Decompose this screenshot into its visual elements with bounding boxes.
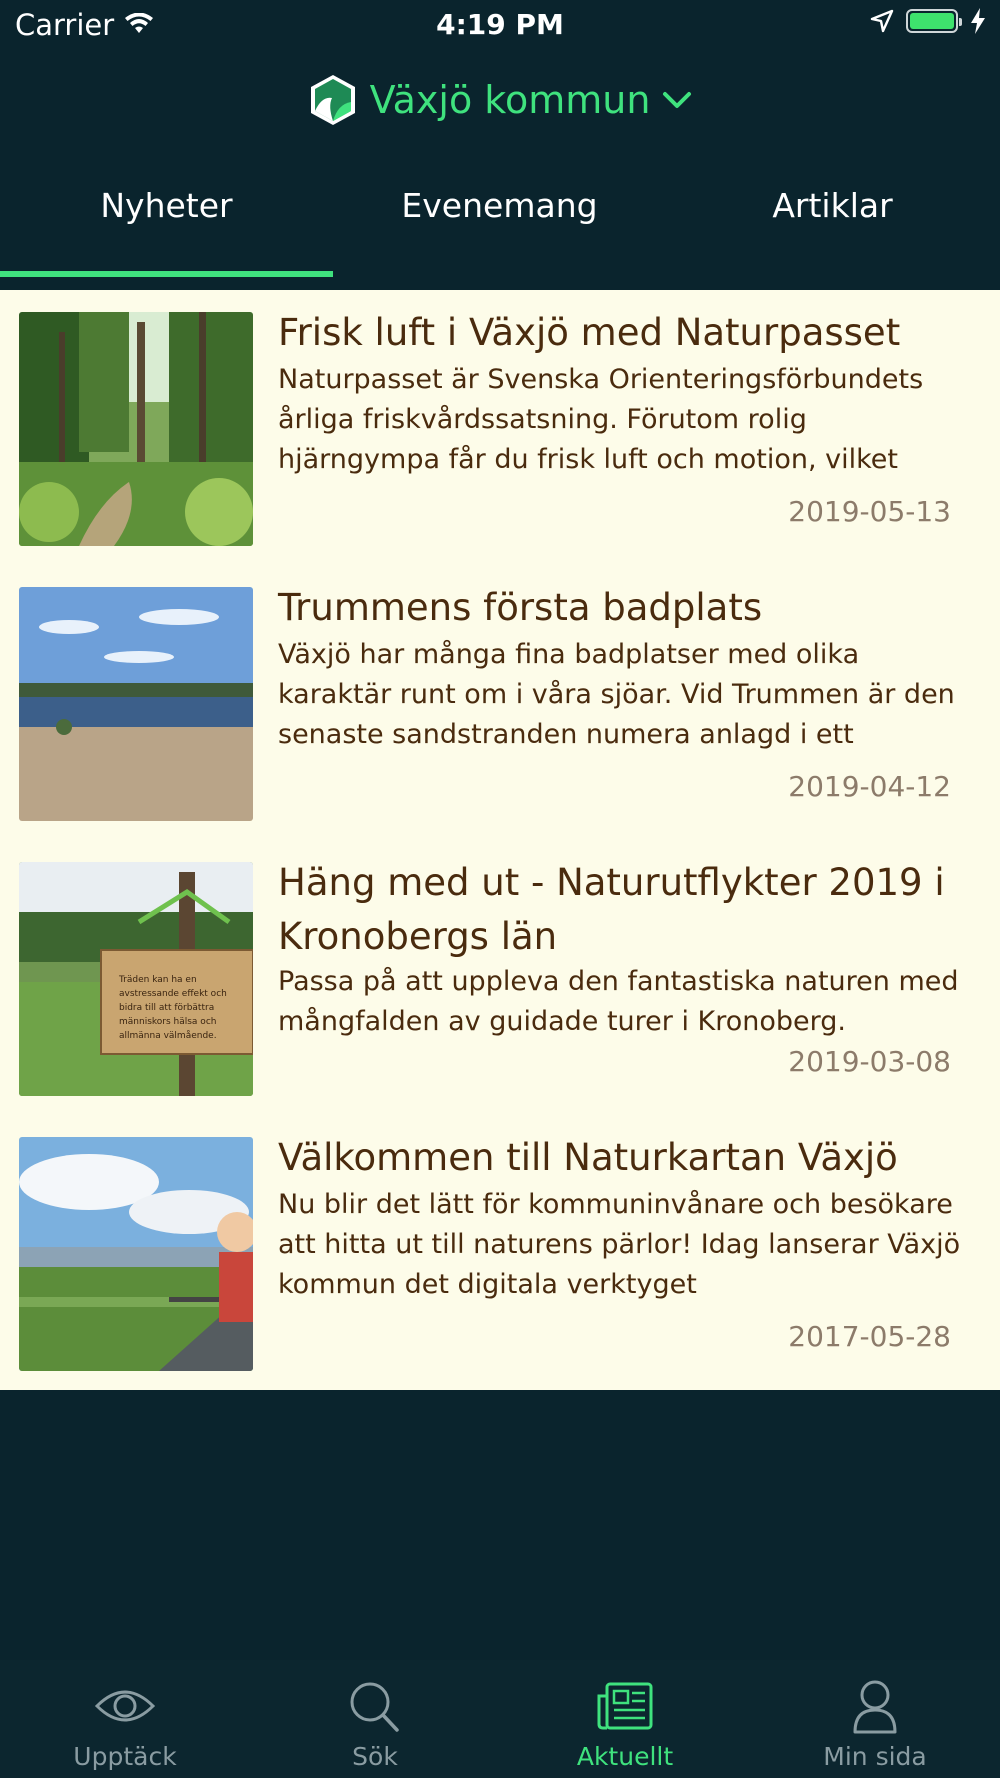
charging-bolt-icon — [970, 8, 986, 34]
status-right — [870, 8, 986, 34]
eye-icon — [95, 1678, 155, 1734]
person-icon — [845, 1678, 905, 1734]
news-item[interactable] — [0, 565, 1000, 801]
tabbar-label: Aktuellt — [576, 1742, 674, 1771]
svg-text:bidra till att förbättra: bidra till att förbättra — [119, 1003, 215, 1013]
news-thumbnail-beach — [19, 587, 253, 821]
tab-nyheter[interactable]: Nyheter — [100, 186, 233, 225]
newspaper-icon — [595, 1678, 655, 1734]
tab-evenemang[interactable]: Evenemang — [401, 186, 598, 225]
news-excerpt: Växjö har många fina badplatser med olika karaktär runt om i våra sjöar. Vid Trummen är den senaste sandstranden numera anlagd i ett — [278, 639, 955, 750]
news-title: Häng med ut - Naturutflykter 2019 i Kronobergs län — [278, 861, 945, 958]
tab-artiklar[interactable]: Artiklar — [772, 186, 893, 225]
sign-text: Träden kan ha en — [119, 975, 197, 985]
tabbar-sok[interactable] — [250, 1660, 500, 1778]
active-tab-indicator — [0, 271, 333, 277]
tabbar-label: Min sida — [823, 1742, 927, 1771]
tabbar-label: Sök — [352, 1742, 398, 1771]
news-thumbnail-sign — [19, 862, 253, 1096]
news-title: Välkommen till Naturkartan Växjö — [278, 1136, 898, 1179]
location-arrow-icon — [870, 9, 894, 33]
bottom-tab-bar — [0, 1660, 1000, 1778]
clock: 4:19 PM — [436, 8, 564, 41]
svg-text:avstressande effekt och: avstressande effekt och — [119, 989, 227, 999]
news-thumbnail-forest — [19, 312, 253, 546]
tabbar-upptack[interactable] — [0, 1660, 250, 1778]
naturkartan-logo-icon — [308, 74, 358, 126]
search-icon — [345, 1678, 405, 1734]
municipality-name: Växjö kommun — [369, 78, 651, 122]
chevron-down-icon — [662, 90, 692, 110]
news-item[interactable] — [0, 1115, 1000, 1351]
news-excerpt: Passa på att uppleva den fantastiska naturen med mångfalden av guidade turer i Kronoberg. — [278, 966, 959, 1037]
svg-text:människors hälsa och: människors hälsa och — [119, 1017, 217, 1027]
news-date: 2019-04-12 — [788, 770, 951, 803]
tabbar-min-sida[interactable] — [750, 1660, 1000, 1778]
news-date: 2019-03-08 — [788, 1045, 951, 1078]
battery-icon — [906, 9, 958, 33]
news-title: Trummens första badplats — [278, 586, 763, 629]
svg-text:allmänna välmående.: allmänna välmående. — [119, 1031, 217, 1041]
news-excerpt: Naturpasset är Svenska Orienteringsförbundets årliga friskvårdssatsning. Förutom rolig hjärngympa får du frisk luft och motion, vilket — [278, 364, 924, 475]
news-excerpt: Nu blir det lätt för kommuninvånare och besökare att hitta ut till naturens pärlor! Idag lanserar Växjö kommun det digitala verktyget — [278, 1189, 961, 1300]
news-date: 2017-05-28 — [788, 1320, 951, 1353]
tabbar-aktuellt[interactable] — [500, 1660, 750, 1778]
news-thumbnail-lookout — [19, 1137, 253, 1371]
municipality-selector[interactable] — [0, 70, 1000, 130]
news-title: Frisk luft i Växjö med Naturpasset — [278, 311, 901, 354]
news-list — [0, 290, 1000, 1390]
status-bar — [0, 0, 1000, 50]
carrier-label: Carrier — [15, 8, 115, 42]
tabbar-label: Upptäck — [73, 1742, 177, 1771]
news-item[interactable] — [0, 840, 1000, 1076]
news-item[interactable] — [0, 290, 1000, 526]
news-date: 2019-05-13 — [788, 495, 951, 528]
news-tabs — [0, 175, 1000, 275]
